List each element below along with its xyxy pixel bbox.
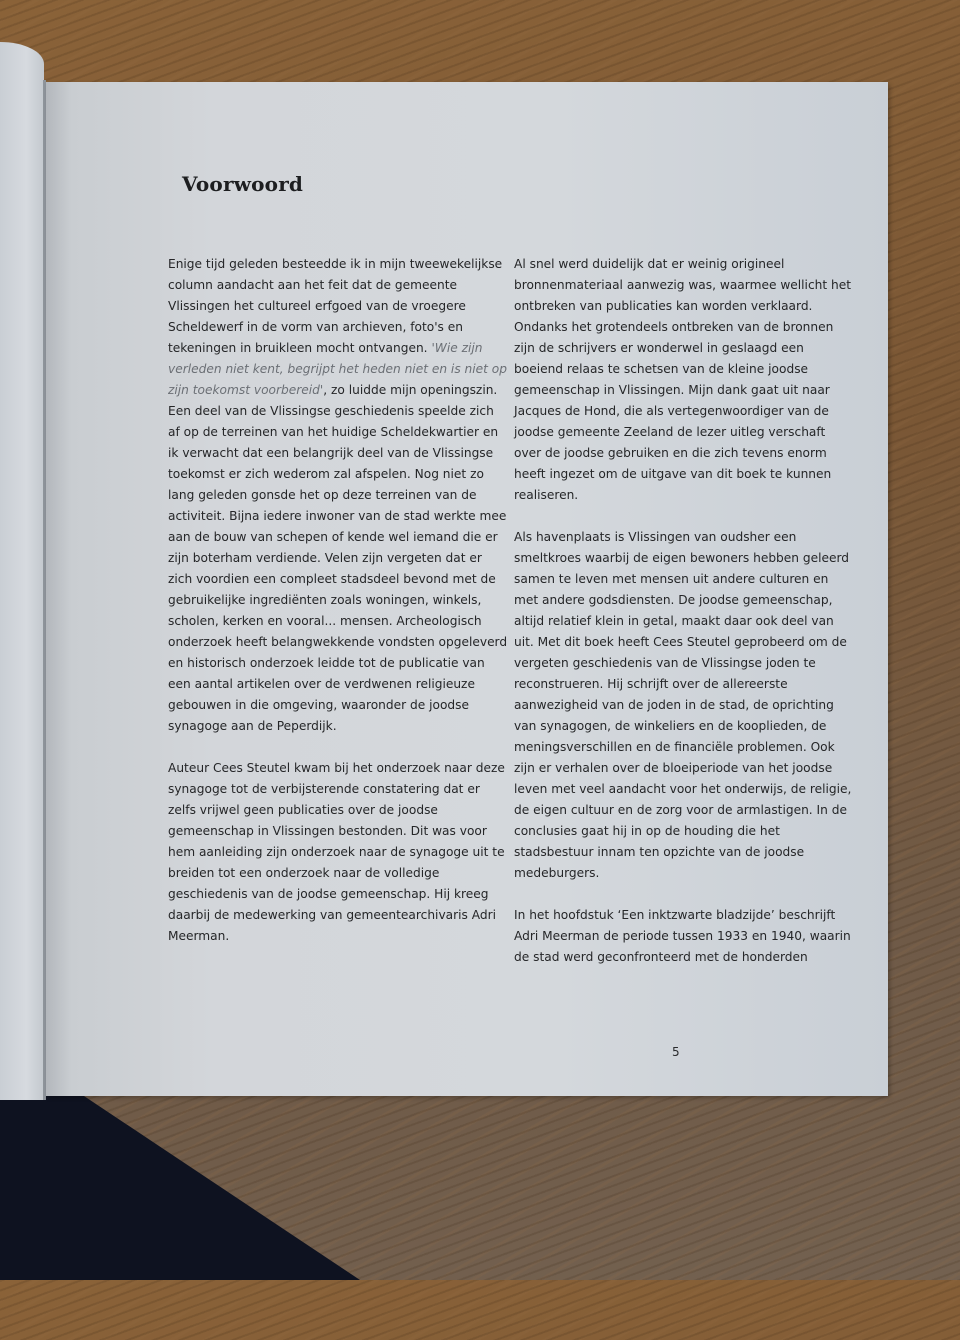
right-column <box>514 254 854 989</box>
paragraph-text: , zo luidde mijn openingszin. Een deel van de Vlissingse geschiedenis speelde zich af op de terreinen van het huidige Scheldekwartier en ik verwacht dat een belangrijk deel van de Vlissingse toekomst er zich wederom zal afspelen. Nog niet zo lang geleden gonsde het op deze terreinen van de activiteit. Bijna iedere inwoner van de stad werkte mee aan de bouw van schepen of kende wel iemand die er zijn boterham verdiende. Velen zijn vergeten dat er zich voordien een compleet stadsdeel bevond met de gebruikelijke ingrediënten zoals woningen, winkels, scholen, kerken en vooral... mensen. Archeologisch onderzoek heeft belangwekkende vondsten opgeleverd en historisch onderzoek leidde tot de publicatie van een aantal artikelen over de verdwenen religieuze gebouwen in die omgeving, waaronder de joodse synagoge aan de Peperdijk. <box>168 383 508 733</box>
quote-text: 'Wie zijn verleden niet kent, begrijpt het heden niet en is niet op zijn toekomst voorbereid' <box>168 341 508 397</box>
paragraph <box>168 254 508 737</box>
paragraph: Auteur Cees Steutel kwam bij het onderzoek naar deze synagoge tot de verbijsterende constatering dat er zelfs vrijwel geen publicaties over de joodse gemeenschap in Vlissingen bestonden. Dit was voor hem aanleiding zijn onderzoek naar de synagoge uit te breiden tot een onderzoek naar de volledige geschiedenis van de joodse gemeenschap. Hij kreeg daarbij de medewerking van gemeentearchivaris Adri Meerman. <box>168 761 505 943</box>
paragraph: In het hoofdstuk ‘Een inktzwarte bladzijde’ beschrijft Adri Meerman de periode tussen 1933 en 1940, waarin de stad werd geconfronteerd met de honderden <box>514 908 851 964</box>
left-page-edge <box>0 42 44 1100</box>
paragraph-text: Enige tijd geleden besteedde ik in mijn tweewekelijkse column aandacht aan het feit dat de gemeente Vlissingen het cultureel erfgoed van de vroegere Scheldewerf in de vorm van archieven, foto's en tekeningen in bruikleen mocht ontvangen. <box>168 257 503 355</box>
page-number: 5 <box>672 1045 680 1059</box>
page-title: Voorwoord <box>182 172 304 196</box>
left-column <box>168 254 508 968</box>
paragraph: Als havenplaats is Vlissingen van oudsher een smeltkroes waarbij de eigen bewoners hebben geleerd samen te leven met mensen uit andere culturen en met andere godsdiensten. De joodse gemeenschap, altijd relatief klein in getal, maakt daar ook deel van uit. Met dit boek heeft Cees Steutel geprobeerd om de vergeten geschiedenis van de Vlissingse joden te reconstrueren. Hij schrijft over de allereerste aanwezigheid van de joden in de stad, de oprichting van synagogen, de winkeliers en de kooplieden, de meningsverschillen en de financiële problemen. Ook zijn er verhalen over de bloeiperiode van het joodse leven met veel aandacht voor het onderwijs, de religie, de eigen cultuur en de zorg voor de armlastigen. In de conclusies gaat hij in op de houding die het stadsbestuur innam ten opzichte van de joodse medeburgers. <box>514 530 852 880</box>
book-page <box>46 82 888 1096</box>
book-cover <box>0 1080 420 1340</box>
paragraph: Al snel werd duidelijk dat er weinig origineel bronnenmateriaal aanwezig was, waarmee wellicht het ontbreken van publicaties kan worden verklaard. Ondanks het grotendeels ontbreken van de bronnen zijn de schrijvers er wonderwel in geslaagd een boeiend relaas te schetsen van de kleine joodse gemeenschap in Vlissingen. Mijn dank gaat uit naar Jacques de Hond, die als vertegenwoordiger van de joodse gemeente Zeeland de lezer uitleg verschaft over de joodse gebruiken en die zich tevens enorm heeft ingezet om de uitgave van dit boek te kunnen realiseren. <box>514 257 852 502</box>
